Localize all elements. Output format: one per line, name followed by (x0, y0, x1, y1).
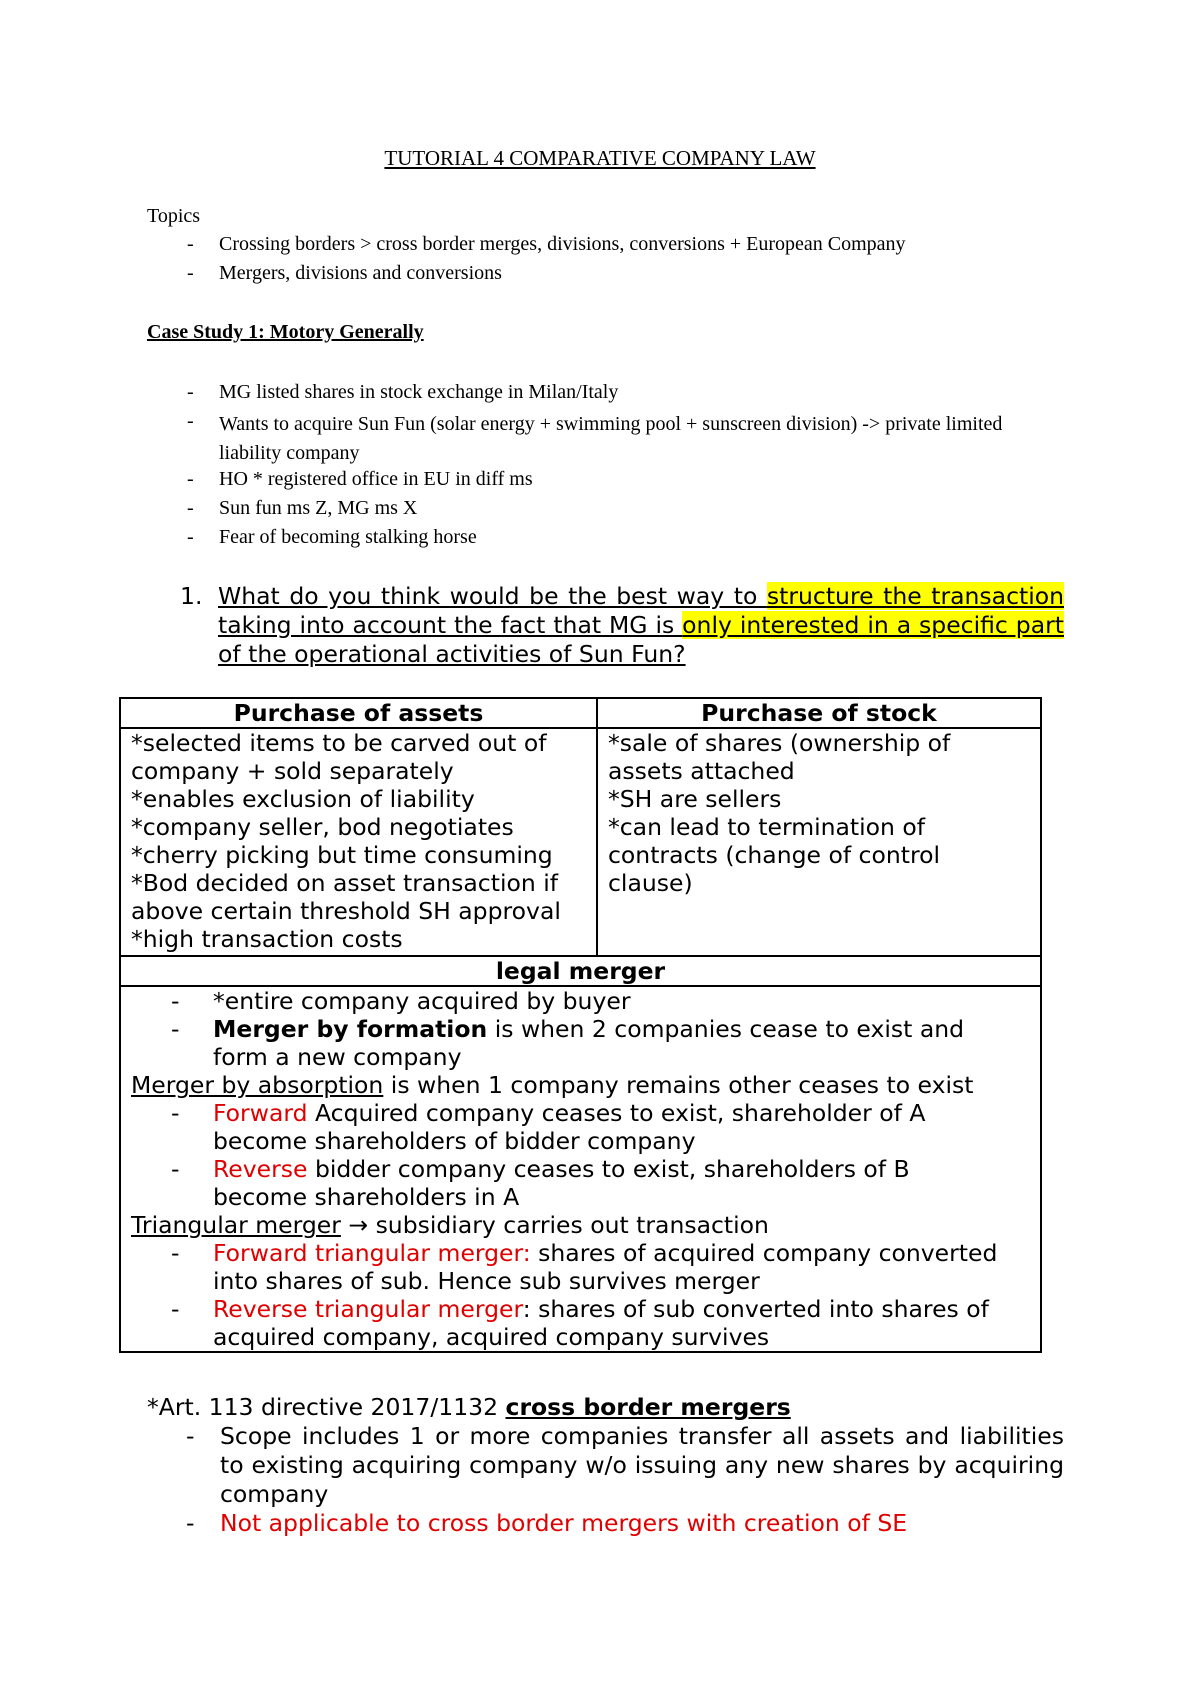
table-row (120, 728, 1041, 956)
bullet-dash: - (187, 526, 194, 548)
bullet-dash: - (187, 262, 194, 284)
highlighted-phrase: only interested in a specific part (682, 611, 1064, 639)
question-text (218, 582, 1064, 669)
bullet-dash: - (171, 1015, 180, 1043)
merger-term: Merger by formation (213, 1015, 488, 1043)
table-row (120, 956, 1041, 986)
bullet-dash: - (171, 1155, 180, 1183)
header-purchase-of-assets: Purchase of assets (120, 698, 597, 728)
merger-term: Merger by absorption (131, 1071, 384, 1099)
cell-line: clause) (608, 869, 693, 897)
merger-term: Reverse (213, 1155, 308, 1183)
cell-line: *selected items to be carved out of (131, 729, 547, 757)
assets-cell (120, 728, 597, 956)
merger-term: Triangular merger (131, 1211, 341, 1239)
cell-line: assets attached (608, 757, 795, 785)
article-prefix: *Art. 113 directive 2017/1132 (147, 1393, 506, 1421)
bullet-dash: - (171, 1239, 180, 1267)
list-item-text: HO * registered office in EU in diff ms (219, 468, 533, 490)
article-heading (147, 1393, 791, 1422)
cell-line: *high transaction costs (131, 925, 403, 953)
legal-merger-cell (120, 986, 1041, 1352)
case-study-title: Case Study 1: Motory Generally (147, 321, 424, 343)
bullet-dash: - (186, 1422, 195, 1450)
cell-line: *SH are sellers (608, 785, 782, 813)
merger-text: Acquired company ceases to exist, shareholder of A become shareholders of bidder company (213, 1099, 926, 1155)
stock-cell (597, 728, 1041, 956)
merger-term: Reverse triangular merger (213, 1295, 523, 1323)
bullet-dash: - (171, 1295, 180, 1323)
question-text-part: of the operational activities of Sun Fun? (218, 640, 686, 668)
document-title: TUTORIAL 4 COMPARATIVE COMPANY LAW (384, 146, 816, 170)
question-text-part: What do you think would be the best way to (218, 582, 767, 610)
merger-term: Forward (213, 1099, 308, 1127)
cell-line: above certain threshold SH approval (131, 897, 561, 925)
list-item-text: Scope includes 1 or more companies transfer all assets and liabilities to existing acquiring company w/o issuing any new shares by acquiring company (220, 1422, 1064, 1508)
table-header-row (120, 698, 1041, 728)
merger-text: : shares of sub converted into shares of acquired company, acquired company survives (213, 1295, 989, 1351)
list-item (131, 1295, 1010, 1351)
list-item-text: Mergers, divisions and conversions (219, 262, 502, 284)
bullet-dash: - (187, 233, 194, 255)
question-number: 1. (180, 582, 203, 610)
cell-line: *sale of shares (ownership of (608, 729, 951, 757)
list-item-text: Wants to acquire Sun Fun (solar energy + swimming pool + sunscreen division) -> private limited liability company (219, 413, 1003, 464)
cell-line: company + sold separately (131, 757, 454, 785)
topics-label: Topics (147, 205, 201, 227)
list-item (131, 987, 1010, 1015)
question-1 (180, 582, 1064, 669)
merger-term: Forward triangular merger: (213, 1239, 531, 1267)
bullet-dash: - (187, 410, 194, 432)
list-item-text: MG listed shares in stock exchange in Milan/Italy (219, 381, 619, 403)
comparison-table (119, 697, 1042, 1353)
merger-text: is when 1 company remains other ceases to exist (383, 1071, 974, 1099)
bullet-dash: - (171, 1099, 180, 1127)
article-topic: cross border mergers (505, 1393, 791, 1421)
header-purchase-of-stock: Purchase of stock (597, 698, 1041, 728)
list-item-text: Not applicable to cross border mergers with creation of SE (220, 1509, 908, 1537)
bullet-dash: - (187, 468, 194, 490)
list-item (131, 1015, 1010, 1071)
bullet-dash: - (187, 497, 194, 519)
list-item (131, 1071, 1010, 1099)
merger-text: subsidiary carries out transaction (368, 1211, 769, 1239)
cell-line: *cherry picking but time consuming (131, 841, 553, 869)
arrow-right-icon: → (348, 1211, 369, 1239)
list-item-text: Crossing borders > cross border merges, divisions, conversions + European Company (219, 233, 906, 255)
merger-text: is when 2 companies cease to exist and form a new company (213, 1015, 965, 1071)
bullet-dash: - (187, 381, 194, 403)
cell-line: *Bod decided on asset transaction if (131, 869, 559, 897)
merger-text: *entire company acquired by buyer (213, 987, 631, 1015)
bullet-dash: - (186, 1509, 195, 1537)
cell-line: *enables exclusion of liability (131, 785, 475, 813)
cell-line: *company seller, bod negotiates (131, 813, 514, 841)
list-item (131, 1211, 1010, 1239)
merger-text: shares of acquired company converted into shares of sub. Hence sub survives merger (213, 1239, 998, 1295)
merger-text: bidder company ceases to exist, shareholders of B become shareholders in A (213, 1155, 910, 1211)
list-item (131, 1239, 1010, 1295)
cell-line: contracts (change of control (608, 841, 941, 869)
bullet-dash: - (171, 987, 180, 1015)
table-row (120, 986, 1041, 1352)
legal-merger-header: legal merger (120, 956, 1041, 986)
highlighted-phrase: structure the transaction (766, 582, 1065, 610)
list-item (131, 1155, 1010, 1211)
question-text-part: taking into account the fact that MG is (218, 611, 683, 639)
list-item-text: Fear of becoming stalking horse (219, 526, 477, 548)
list-item-text: Sun fun ms Z, MG ms X (219, 497, 418, 519)
cell-line: *can lead to termination of (608, 813, 926, 841)
list-item (131, 1099, 1010, 1155)
